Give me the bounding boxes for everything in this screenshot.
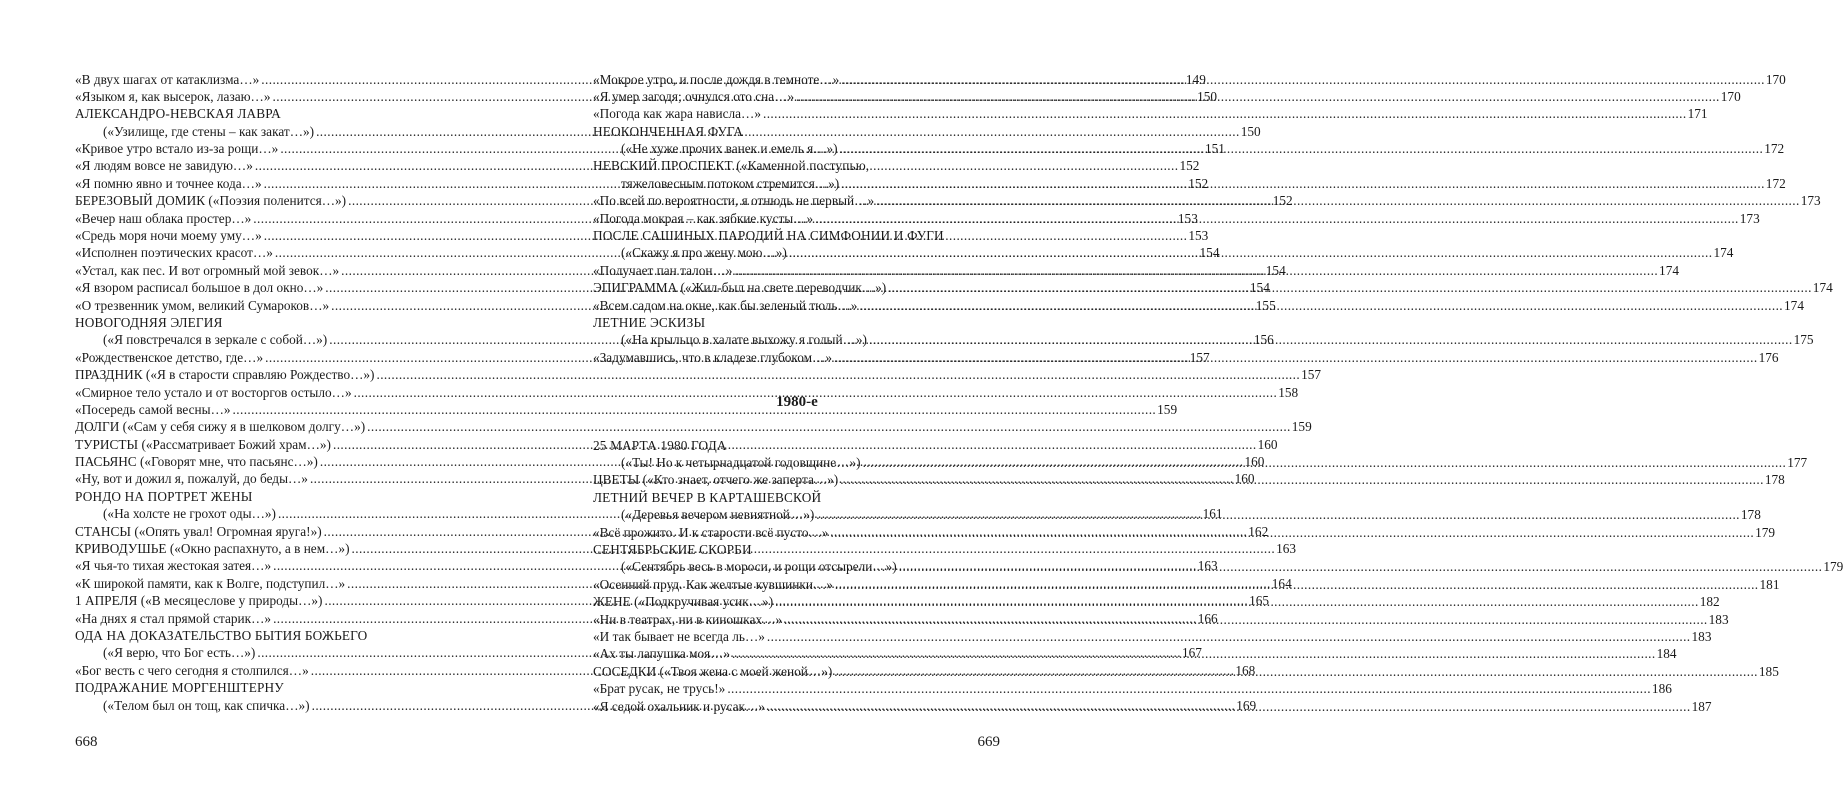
toc-entry-page: 161: [1202, 506, 1223, 522]
toc-entry-title: «Я взором расписал большое в дол окно…»: [75, 280, 324, 296]
toc-entry-page: 168: [1235, 662, 1256, 678]
toc-entry-title: «Задумавшись, что в кладезе глубоком…»: [593, 349, 832, 365]
toc-entry-page: 181: [1759, 576, 1780, 592]
dot-leader: [787, 244, 1713, 261]
toc-entry-title: ЖЕНЕ («Подкручивая усик…»): [593, 594, 774, 610]
toc-entry-title: «В двух шагах от катаклизма…»: [75, 71, 260, 87]
toc-entry-page: 154: [1249, 280, 1270, 296]
toc-entry-title: («Деревья вечером невнятной…»): [621, 507, 815, 523]
toc-heading: НЕВСКИЙ ПРОСПЕКТ («Каменной поступью,: [593, 158, 870, 174]
toc-entry-title: «Осенний пруд. Как желтые кувшинки…»: [593, 576, 833, 592]
toc-entry-page: 175: [1793, 332, 1814, 348]
toc-entry-title: ЦВЕТЫ («Кто знает, отчего же заперта…»): [593, 472, 839, 488]
toc-entry-page: 160: [1257, 436, 1278, 452]
toc-entry-page: 149: [1185, 71, 1206, 87]
toc-entry-page: 159: [1291, 419, 1312, 435]
toc-entry-title: СОСЕДКИ («Твоя жена с моей женой…»): [593, 663, 833, 679]
dot-leader: [725, 680, 1651, 697]
toc-entry-title: «Всё прожито. И к старости всё пусто…»: [593, 524, 829, 540]
toc-entry-title: «Мокрое утро, и после дождя в темноте…»: [593, 71, 840, 87]
toc-entry-title: «Я помню явно и точнее кода…»: [75, 175, 262, 191]
toc-entry-page: 152: [1179, 158, 1200, 174]
toc-entry: [593, 105, 1708, 122]
toc-entry-page: 165: [1249, 593, 1270, 609]
toc-entry-title: («Скажу я про жену мою…»): [621, 245, 787, 261]
toc-entry-title: «Ах ты лапушка моя…»: [593, 646, 731, 662]
toc-entry-title: («Телом был он тощ, как спичка…»): [103, 697, 310, 713]
toc-entry-title: «К широкой памяти, как к Волге, подступил…»: [75, 575, 346, 591]
dot-leader: [828, 524, 1754, 541]
toc-entry-title: «Я чья-то тихая жестокая затея…»: [75, 558, 272, 574]
toc-entry-page: 185: [1758, 663, 1779, 679]
toc-entry-page: 174: [1812, 280, 1833, 296]
toc-entry-title: («Сентябрь весь в мороси, и рощи отсырели…»): [621, 559, 897, 575]
toc-entry-title: «Ну, вот и дожил я, пожалуй, до беды…»: [75, 471, 308, 487]
toc-entry-title: «И так бывает не всегда ль…»: [593, 628, 765, 644]
dot-leader: [857, 297, 1783, 314]
toc-entry-page: 186: [1651, 681, 1672, 697]
toc-entry-page: 169: [1236, 697, 1257, 713]
toc-entry-page: 157: [1301, 367, 1322, 383]
toc-entry-page: 182: [1699, 594, 1720, 610]
toc-entry-title: «Смирное тело устало и от восторгов остыло…»: [75, 384, 352, 400]
toc-entry-title: БЕРЕЗОВЫЙ ДОМИК («Поэзия поленится…»): [75, 193, 347, 209]
toc-entry-page: 187: [1691, 698, 1712, 714]
dot-leader: [867, 331, 1793, 348]
toc-entry-title: «Я седой охальник и русак…»: [593, 698, 765, 714]
toc-entry-title: 1 АПРЕЛЯ («В месяцеслове у природы…»): [75, 593, 323, 609]
dot-leader: [874, 192, 1800, 209]
toc-entry-page: 173: [1739, 210, 1760, 226]
toc-entry-page: 160: [1244, 454, 1265, 470]
toc-entry-page: 152: [1272, 193, 1293, 209]
toc-entry-title: («Не хуже прочих ванек и емель я…»): [621, 141, 838, 157]
toc-heading: РОНДО НА ПОРТРЕТ ЖЕНЫ: [75, 488, 253, 504]
dot-leader: [794, 88, 1720, 105]
toc-entry-title: «О трезвенник умом, великий Сумароков…»: [75, 297, 330, 313]
toc-entry-page: 163: [1276, 541, 1297, 557]
toc-entry-title: ТУРИСТЫ («Рассматривает Божий храм…»): [75, 436, 331, 452]
toc-entry-title: «Погода мокрая – как зябкие кусты…»: [593, 210, 814, 226]
toc-entry-page: 153: [1177, 210, 1198, 226]
toc-entry-title: «Я людям вовсе не завидую…»: [75, 158, 253, 174]
toc-entry-page: 157: [1189, 349, 1210, 365]
dot-leader: [886, 279, 1812, 296]
toc-entry-page: 155: [1255, 297, 1276, 313]
toc-entry-page: 184: [1656, 646, 1677, 662]
toc-entry-title: ДОЛГИ («Сам у себя сижу я в шелковом долгу…»): [75, 419, 366, 435]
toc-entry-page: 154: [1199, 245, 1220, 261]
toc-entry: [593, 680, 1672, 697]
toc-entry-title: «Всем садом на окне, как бы зеленый тюль…»: [593, 297, 858, 313]
toc-entry-title: ЭПИГРАММА («Жил-был на свете переводчик…»): [593, 280, 887, 296]
toc-entry-title: «Исполнен поэтических красот…»: [75, 245, 273, 261]
toc-entry-title: «Устал, как пес. И вот огромный мой зевок…»: [75, 262, 340, 278]
toc-entry-page: 167: [1181, 645, 1202, 661]
toc-entry-title: «Получает пан талон…»: [593, 262, 733, 278]
toc-entry-page: 159: [1157, 401, 1178, 417]
toc-entry-title: «Бог весть с чего сегодня я столпился…»: [75, 662, 309, 678]
toc-entry-page: 154: [1265, 262, 1286, 278]
toc-entry-page: 158: [1278, 384, 1299, 400]
toc-entry-page: 173: [1800, 193, 1821, 209]
dot-leader: [897, 558, 1823, 575]
toc-entry-page: 183: [1691, 628, 1712, 644]
toc-entry-title: «По всей по вероятности, я отнюдь не первый…»: [593, 193, 875, 209]
toc-entry-title: («Ты! Но к четырнадцатой годовщине…»): [621, 455, 861, 471]
dot-leader: [839, 175, 1765, 192]
dot-leader: [765, 698, 1691, 715]
toc-entry-page: 162: [1248, 523, 1269, 539]
dot-leader: [732, 262, 1658, 279]
dot-leader: [765, 628, 1691, 645]
toc-entry-page: 170: [1720, 88, 1741, 104]
toc-entry-page: 164: [1271, 575, 1292, 591]
toc-entry-page: 171: [1687, 106, 1708, 122]
toc-entry-title: («Узилище, где стены – как закат…»): [103, 123, 315, 139]
toc-entry-page: 166: [1197, 610, 1218, 626]
toc-entry-title: «Я умер загодя; очнулся ото сна…»: [593, 88, 795, 104]
toc-entry-page: 177: [1787, 455, 1808, 471]
dot-leader: [838, 471, 1764, 488]
toc-entry-title: тяжеловесным потоком стремится…»): [621, 175, 840, 191]
toc-entry-title: ПРАЗДНИК («Я в старости справляю Рождество…»): [75, 367, 375, 383]
toc-entry-page: 174: [1784, 297, 1804, 313]
section-title: 1980-е: [776, 393, 818, 410]
toc-entry-page: 174: [1659, 262, 1679, 278]
toc-entry: [75, 384, 1299, 401]
toc-entry-page: 183: [1708, 611, 1729, 627]
toc-entry-page: 150: [1197, 88, 1218, 104]
toc-entry-title: ПАСЬЯНС («Говорят мне, что пасьянс…»): [75, 454, 318, 470]
page-number-right: 669: [977, 734, 1000, 750]
toc-entry-page: 172: [1765, 175, 1786, 191]
toc-entry: [593, 628, 1712, 645]
toc-entry-title: («Я повстречался в зеркале с собой…»): [103, 332, 328, 348]
toc-entry-page: 174: [1713, 245, 1734, 261]
toc-entry-page: 163: [1197, 558, 1218, 574]
toc-heading: ОДА НА ДОКАЗАТЕЛЬСТВО БЫТИЯ БОЖЬЕГО: [75, 628, 368, 643]
toc-heading: СЕНТЯБРЬСКИЕ СКОРБИ: [593, 541, 752, 557]
toc-heading: ПОДРАЖАНИЕ МОРГЕНШТЕРНУ: [75, 680, 284, 696]
toc-entry-page: 178: [1764, 472, 1785, 488]
dot-leader: [773, 593, 1699, 610]
toc-entry-title: «Средь моря ночи моему уму…»: [75, 228, 262, 244]
toc-entry-title: («На холсте не грохот оды…»): [103, 506, 276, 522]
toc-entry-page: 150: [1240, 123, 1261, 139]
dot-leader: [813, 210, 1739, 227]
toc-heading: ПОСЛЕ САШИНЫХ ПАРОДИЙ НА СИМФОНИИ И ФУГИ: [593, 228, 944, 244]
toc-entry-title: СТАНСЫ («Опять увал! Огромная яруга!»): [75, 523, 322, 539]
toc-entry-title: «Погода как жара нависла…»: [593, 106, 761, 122]
toc-entry-title: «На днях я стал прямой старик…»: [75, 610, 272, 626]
toc-heading: НОВОГОДНЯЯ ЭЛЕГИЯ: [75, 314, 223, 330]
toc-heading: ЛЕТНИЙ ВЕЧЕР В КАРТАШЕВСКОЙ: [593, 489, 822, 505]
toc-entry-page: 160: [1234, 471, 1255, 487]
toc-heading: 25 МАРТА 1980 ГОДА: [593, 437, 727, 453]
dot-leader: [832, 663, 1758, 680]
toc-entry-page: 156: [1253, 332, 1274, 348]
toc-entry-title: «Вечер наш облака простер…»: [75, 210, 252, 226]
dot-leader: [730, 645, 1656, 662]
toc-heading: ЛЕТНИЕ ЭСКИЗЫ: [593, 314, 706, 330]
toc-entry-page: 151: [1204, 141, 1225, 157]
dot-leader: [814, 506, 1740, 523]
toc-entry-page: 179: [1823, 559, 1843, 575]
toc-entry: [75, 366, 1322, 383]
toc-entry-title: «Брат русак, не трусь!»: [593, 681, 726, 697]
toc-entry-page: 153: [1188, 228, 1209, 244]
toc-entry-title: («Я верю, что Бог есть…»): [103, 645, 256, 661]
toc-entry-title: КРИВОДУШЬЕ («Окно распахнуто, а в нем…»): [75, 541, 350, 557]
toc-entry-title: «Рождественское детство, где…»: [75, 349, 264, 365]
toc-entry-title: «Языком я, как высерок, лазаю…»: [75, 88, 271, 104]
dot-leader: [761, 105, 1687, 122]
page-number-left: 668: [75, 734, 98, 750]
toc-entry: [75, 418, 1312, 435]
toc-entry-page: 176: [1758, 349, 1779, 365]
toc-heading: АЛЕКСАНДРО-НЕВСКАЯ ЛАВРА: [75, 106, 281, 122]
toc-entry-page: 170: [1765, 71, 1786, 87]
toc-entry-title: «Ни в театрах, ни в киношках…»: [593, 611, 783, 627]
toc-heading: НЕОКОНЧЕННАЯ ФУГА: [593, 123, 744, 139]
toc-entry-page: 152: [1188, 175, 1209, 191]
dot-leader: [839, 71, 1765, 88]
dot-leader: [861, 454, 1787, 471]
toc-entry-title: «Посередь самой весны…»: [75, 401, 231, 417]
toc-entry-title: («На крыльцо в халате выхожу я голый…»): [621, 332, 867, 348]
dot-leader: [832, 349, 1758, 366]
dot-leader: [833, 576, 1759, 593]
dot-leader: [782, 611, 1708, 628]
toc-entry-page: 179: [1755, 524, 1776, 540]
dot-leader: [838, 140, 1764, 157]
toc-entry-page: 178: [1740, 507, 1761, 523]
toc-entry-page: 172: [1764, 141, 1785, 157]
toc-entry-title: «Кривое утро встало из-за рощи…»: [75, 141, 279, 157]
